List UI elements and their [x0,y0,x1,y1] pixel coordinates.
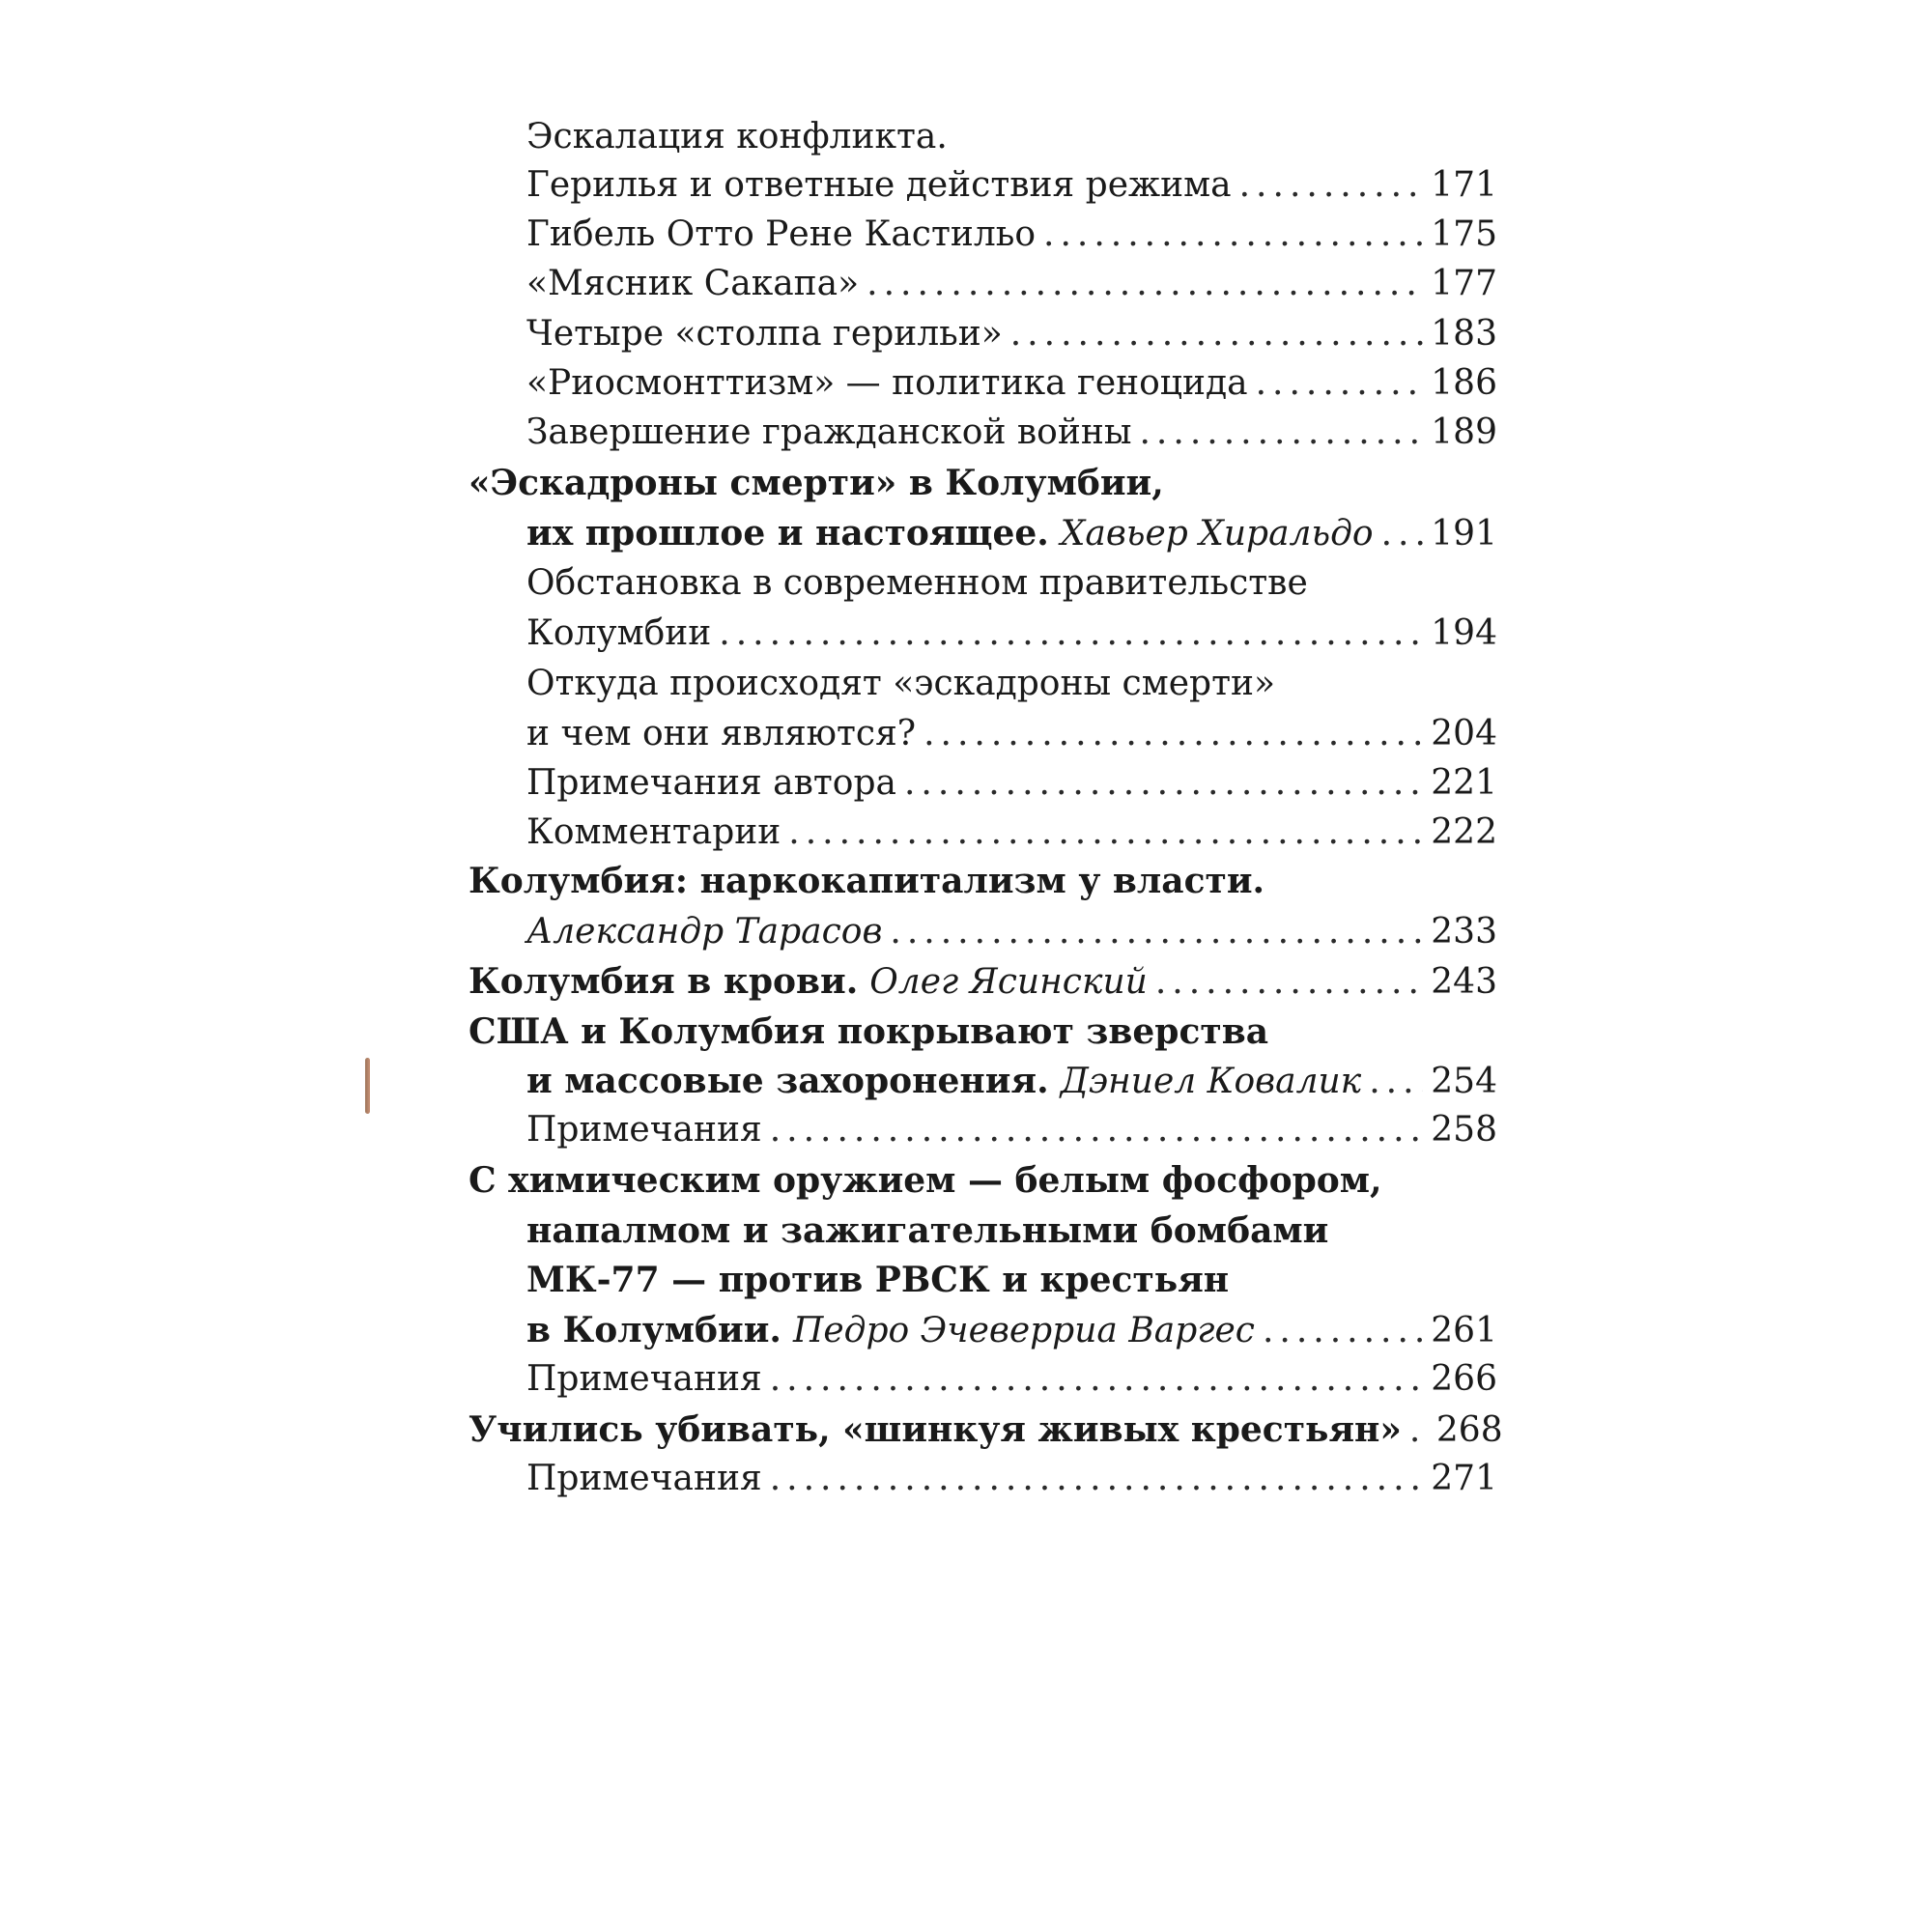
leader-dots [1139,409,1423,457]
toc-entry[interactable] [526,809,1497,857]
leader-dots [890,908,1423,956]
leader-dots [1239,161,1424,210]
toc-entry[interactable] [526,1355,1497,1404]
leader-dots [904,759,1423,808]
toc-title: в Колумбии. [526,1310,781,1350]
toc-title: Комментарии [526,812,781,852]
leader-dots [770,1355,1424,1404]
toc-title: Обстановка в современном правительстве [526,563,1308,603]
toc-title: Колумбия: наркокапитализм у власти. [469,861,1265,901]
toc-author: Олег Ясинский [869,962,1148,1002]
toc-title: Колумбии [526,613,712,653]
toc-author: Александр Тарасов [526,912,883,952]
toc-entry[interactable] [526,260,1497,308]
leader-dots [1369,1058,1423,1106]
toc-page-number: 243 [1431,962,1497,1002]
toc-entry [469,459,1497,507]
toc-page-number: 261 [1431,1311,1497,1350]
toc-title: Колумбия в крови. [469,961,859,1002]
toc-entry [526,559,1497,608]
toc-page-number: 258 [1431,1110,1497,1150]
toc-title: Примечания [526,1359,762,1399]
toc-page-number: 266 [1431,1359,1497,1399]
toc-title: «Риосмонттизм» — политика геноцида [526,363,1248,403]
toc-entry[interactable] [526,359,1497,408]
toc-entry[interactable] [526,409,1497,457]
leader-dots [1010,310,1424,358]
leader-dots [923,710,1423,758]
toc-entry[interactable] [469,957,1497,1006]
toc-title: Гибель Отто Рене Кастильо [526,214,1036,254]
toc-entry[interactable] [526,1057,1497,1105]
toc-title: Учились убивать, «шинкуя живых крестьян» [469,1409,1402,1450]
toc-entry [526,1256,1497,1304]
toc-entry[interactable] [526,161,1497,210]
toc-title: С химическим оружием — белым фосфором, [469,1160,1382,1201]
leader-dots [1381,510,1424,558]
toc-title: Завершение гражданской войны [526,412,1132,452]
toc-page-number: 194 [1431,613,1497,653]
page-edge-mark [365,1058,370,1114]
toc-page-number: 268 [1435,1410,1503,1450]
leader-dots [788,809,1423,857]
toc-title: Эскалация конфликта. [526,117,948,156]
leader-dots [1155,958,1423,1007]
leader-dots [1263,1307,1423,1355]
toc-author: Хавьер Хиральдо [1060,514,1374,554]
toc-page-number: 254 [1431,1062,1497,1101]
toc-entry [469,1008,1497,1056]
toc-title: их прошлое и настоящее. [526,513,1049,554]
toc-entry [526,660,1497,708]
toc-entry[interactable] [526,610,1497,658]
toc-title: Откуда происходят «эскадроны смерти» [526,664,1276,703]
toc-entry[interactable] [526,211,1497,259]
toc-title: США и Колумбия покрывают зверства [469,1011,1269,1052]
toc-title: МК-77 — против РВСК и крестьян [526,1260,1230,1300]
toc-title: Примечания автора [526,763,896,803]
toc-title: Четыре «столпа герильи» [526,314,1003,354]
toc-page-number: 186 [1431,363,1497,403]
toc-page-number: 204 [1431,714,1497,753]
toc-title: напалмом и зажигательными бомбами [526,1210,1329,1251]
toc-page-number: 233 [1431,912,1497,952]
toc-entry[interactable] [526,310,1497,358]
toc-title: и чем они являются? [526,714,917,753]
leader-dots [770,1455,1424,1503]
toc-page-number: 189 [1431,412,1497,452]
toc-title: Примечания [526,1110,762,1150]
leader-dots [867,260,1423,308]
toc-page-number: 221 [1431,763,1497,803]
toc-entry[interactable] [469,1406,1503,1454]
toc-title: «Эскадроны смерти» в Колумбии, [469,463,1164,503]
toc-page-number: 222 [1431,812,1497,852]
toc-page-number: 271 [1431,1459,1497,1498]
toc-entry[interactable] [526,1306,1497,1354]
toc-page-number: 177 [1431,264,1497,303]
toc-title: Примечания [526,1459,762,1498]
toc-page-number: 191 [1431,514,1497,554]
toc-author: Дэниел Ковалик [1060,1062,1362,1101]
leader-dots [770,1106,1424,1154]
toc-entry[interactable] [526,759,1497,808]
toc-entry[interactable] [526,1455,1497,1503]
toc-entry [526,1207,1497,1255]
toc-author: Педро Эчеверриа Варгес [792,1311,1255,1350]
toc-title: и массовые захоронения. [526,1061,1049,1101]
leader-dots [719,610,1423,658]
toc-entry [469,857,1497,905]
toc-page-number: 183 [1431,314,1497,354]
toc-page-number: 171 [1431,165,1497,205]
leader-dots [1256,359,1424,408]
toc-title: «Мясник Сакапа» [526,264,860,303]
toc-entry[interactable] [526,509,1497,557]
toc-entry[interactable] [526,710,1497,758]
leader-dots [1409,1406,1429,1455]
toc-entry [469,1156,1497,1205]
leader-dots [1043,211,1423,259]
toc-entry [526,113,1497,161]
toc-page-number: 175 [1431,214,1497,254]
toc-title: Герилья и ответные действия режима [526,165,1232,205]
toc-entry[interactable] [526,1106,1497,1154]
toc-entry[interactable] [526,908,1497,956]
